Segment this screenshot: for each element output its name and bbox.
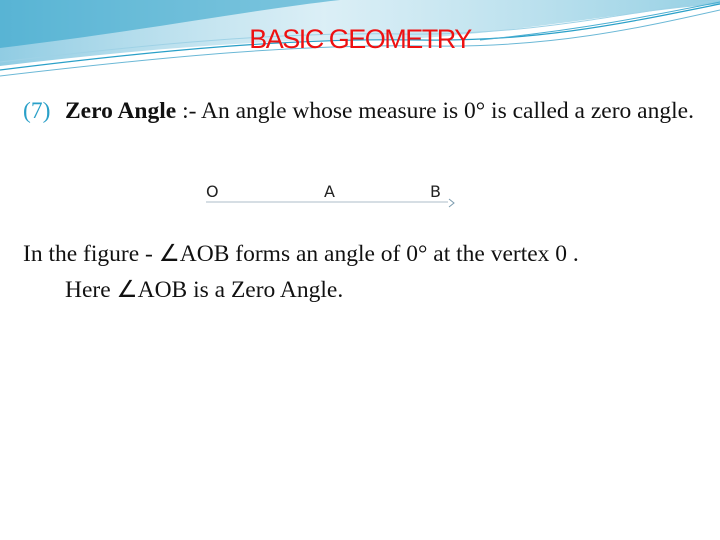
point-label-o: O — [206, 182, 219, 201]
definition-term: Zero Angle — [65, 98, 177, 124]
explanation-line-1: In the figure - ∠AOB forms an angle of 0° at the vertex 0 . — [23, 241, 579, 267]
point-label-b: B — [430, 182, 441, 201]
slide-title: BASIC GEOMETRY — [249, 24, 471, 54]
ray-arrowhead — [449, 199, 454, 207]
bullet-number: (7) — [23, 98, 51, 124]
zero-angle-figure — [200, 178, 470, 212]
explanation-line-2: Here ∠AOB is a Zero Angle. — [65, 277, 344, 303]
definition-text-block — [65, 96, 703, 126]
explanation-paragraph — [23, 236, 713, 308]
point-label-a: A — [324, 182, 335, 201]
definition-body: An angle whose measure is 0° is called a zero angle. — [201, 98, 694, 124]
definition-separator: :- — [176, 98, 202, 124]
definition-bullet — [23, 96, 703, 126]
